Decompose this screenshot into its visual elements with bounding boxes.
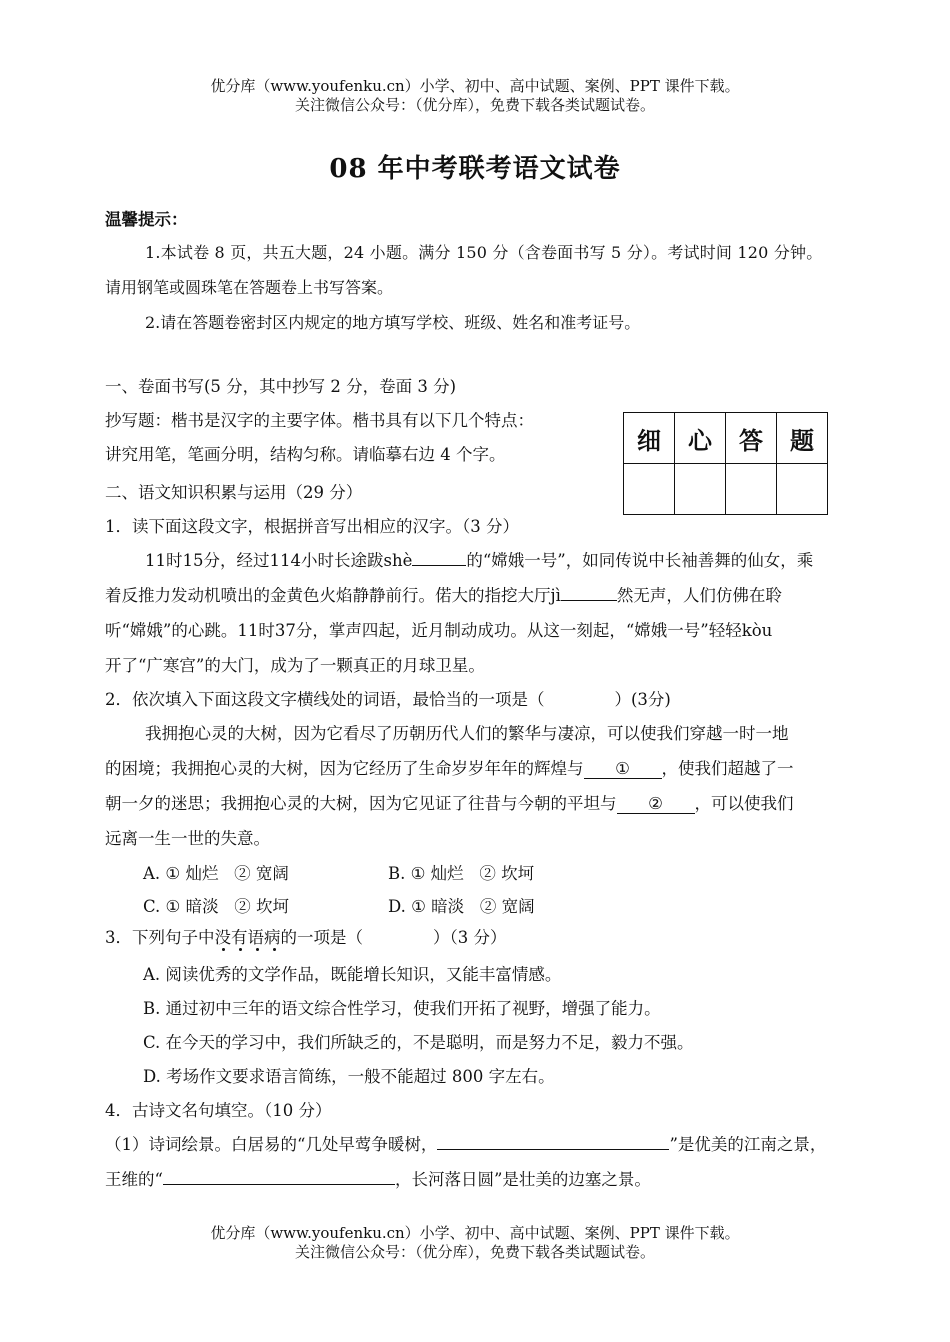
q4-line-2 — [105, 1166, 651, 1190]
q1-line-1 — [145, 547, 813, 571]
page-title: 08 年中考联考语文试卷 — [329, 154, 621, 184]
grid-char-1: 细 — [624, 413, 675, 464]
grid-char-3: 答 — [726, 413, 777, 464]
grid-blank-4[interactable] — [777, 464, 828, 515]
q2-line-2-b: ，使我们超越了一 — [661, 759, 794, 778]
notice-item-2: 2.请在答题卷密封区内规定的地方填写学校、班级、姓名和准考证号。 — [145, 313, 641, 332]
q2-blank-2[interactable]: ② — [617, 795, 695, 814]
q1-line-2 — [105, 582, 782, 606]
grid-char-4: 题 — [777, 413, 828, 464]
q2-option-b[interactable]: B. ① 灿烂 ② 坎坷 — [388, 864, 535, 883]
q1-line-4: 开了“广寒宫”的大门，成为了一颗真正的月球卫星。 — [105, 656, 485, 675]
q4-line-1-a: （1）诗词绘景。白居易的“几处早莺争暖树， — [105, 1135, 438, 1154]
emphasis-dot — [256, 948, 259, 951]
q2-stem — [105, 686, 671, 710]
q2-stem-a: 2．依次填入下面这段文字横线处的词语，最恰当的一项是（ — [105, 690, 545, 709]
section-1-heading: 一、卷面书写(5 分，其中抄写 2 分，卷面 3 分) — [105, 377, 457, 396]
q3-stem-b: 的一项是（ — [280, 928, 363, 947]
q2-blank-1[interactable]: ① — [584, 760, 662, 779]
q2-option-a[interactable]: A. ① 灿烂 ② 宽阔 — [143, 864, 289, 883]
q4-line-2-b: ，长河落日圆”是壮美的边塞之景。 — [394, 1170, 651, 1189]
q1-stem: 1．读下面这段文字，根据拼音写出相应的汉字。（3 分） — [105, 517, 519, 536]
q3-emphasis-text: 没有语病 — [214, 928, 281, 947]
q2-option-d[interactable]: D. ① 暗淡 ② 宽阔 — [388, 897, 535, 916]
notice-heading: 温馨提示： — [105, 210, 188, 229]
emphasis-dot — [239, 948, 242, 951]
q2-line-4: 远离一生一世的失意。 — [105, 829, 270, 848]
q2-line-3 — [105, 790, 794, 814]
q1-blank-1[interactable] — [412, 565, 466, 566]
emphasis-dot — [222, 948, 225, 951]
grid-blank-1[interactable] — [624, 464, 675, 515]
footer-line-2: 关注微信公众号：（优分库），免费下载各类试题试卷。 — [294, 1243, 655, 1261]
notice-item-1: 1.本试卷 8 页，共五大题，24 小题。满分 150 分（含卷面书写 5 分）。考试时间 120 分钟。 — [145, 243, 823, 262]
q3-stem-c: ）（3 分） — [433, 928, 507, 947]
q2-line-3-b: ，可以使我们 — [694, 794, 794, 813]
q2-line-1: 我拥抱心灵的大树，因为它看尽了历朝历代人们的繁华与凄凉，可以使我们穿越一时一地 — [145, 724, 789, 743]
q2-line-2-a: 的困境；我拥抱心灵的大树，因为它经历了生命岁岁年年的辉煌与 — [105, 759, 584, 778]
q1-blank-2[interactable] — [561, 600, 617, 601]
grid-char-2: 心 — [675, 413, 726, 464]
q3-option-c[interactable]: C. 在今天的学习中，我们所缺乏的，不是聪明，而是努力不足，毅力不强。 — [143, 1033, 694, 1052]
q3-emphasis — [215, 924, 281, 948]
q4-line-1 — [105, 1131, 826, 1155]
calligraphy-grid — [623, 412, 828, 515]
grid-blank-2[interactable] — [675, 464, 726, 515]
q2-option-c[interactable]: C. ① 暗淡 ② 坎坷 — [143, 897, 290, 916]
q1-line-2-a: 着反推力发动机喷出的金黄色火焰静静前行。偌大的指挖大厅jì — [105, 586, 561, 605]
copy-task-line-2: 讲究用笔，笔画分明，结构匀称。请临摹右边 4 个字。 — [105, 445, 506, 464]
q4-line-2-a: 王维的“ — [105, 1170, 163, 1189]
q3-option-d[interactable]: D. 考场作文要求语言简练，一般不能超过 800 字左右。 — [143, 1067, 555, 1086]
q1-line-2-b: 然无声，人们仿佛在聆 — [616, 586, 782, 605]
q1-line-1-a: 11时15分，经过114小时长途跋shè — [145, 551, 413, 570]
q3-stem-a: 3．下列句子中 — [105, 928, 215, 947]
q1-line-1-b: 的“嫦娥一号”，如同传说中长袖善舞的仙女，乘 — [466, 551, 814, 570]
footer-line-1: 优分库（www.youfenku.cn）小学、初中、高中试题、案例、PPT 课件下载。 — [210, 1224, 740, 1242]
header-line-2: 关注微信公众号：（优分库），免费下载各类试题试卷。 — [294, 96, 655, 114]
q3-option-a[interactable]: A. 阅读优秀的文学作品，既能增长知识，又能丰富情感。 — [143, 965, 562, 984]
q2-line-2 — [105, 755, 794, 779]
q3-stem — [105, 924, 507, 948]
q4-blank-2[interactable] — [163, 1184, 395, 1185]
q4-blank-1[interactable] — [437, 1149, 669, 1150]
emphasis-dot — [273, 948, 276, 951]
q2-stem-b: ）(3分) — [614, 690, 671, 709]
q4-line-1-b: ”是优美的江南之景， — [669, 1135, 827, 1154]
copy-task-line-1: 抄写题：楷书是汉字的主要字体。楷书具有以下几个特点： — [105, 411, 534, 430]
section-2-heading: 二、语文知识积累与运用（29 分） — [105, 483, 363, 502]
q1-line-3: 听“嫦娥”的心跳。11时37分，掌声四起，近月制动成功。从这一刻起，“嫦娥一号”轻轻kòu — [105, 621, 773, 640]
q4-stem: 4．古诗文名句填空。（10 分） — [105, 1101, 332, 1120]
grid-blank-3[interactable] — [726, 464, 777, 515]
header-line-1: 优分库（www.youfenku.cn）小学、初中、高中试题、案例、PPT 课件下载。 — [210, 77, 740, 95]
q3-option-b[interactable]: B. 通过初中三年的语文综合性学习，使我们开拓了视野，增强了能力。 — [143, 999, 661, 1018]
q2-line-3-a: 朝一夕的迷思；我拥抱心灵的大树，因为它见证了往昔与今朝的平坦与 — [105, 794, 617, 813]
notice-item-1-cont: 请用钢笔或圆珠笔在答题卷上书写答案。 — [105, 278, 394, 297]
